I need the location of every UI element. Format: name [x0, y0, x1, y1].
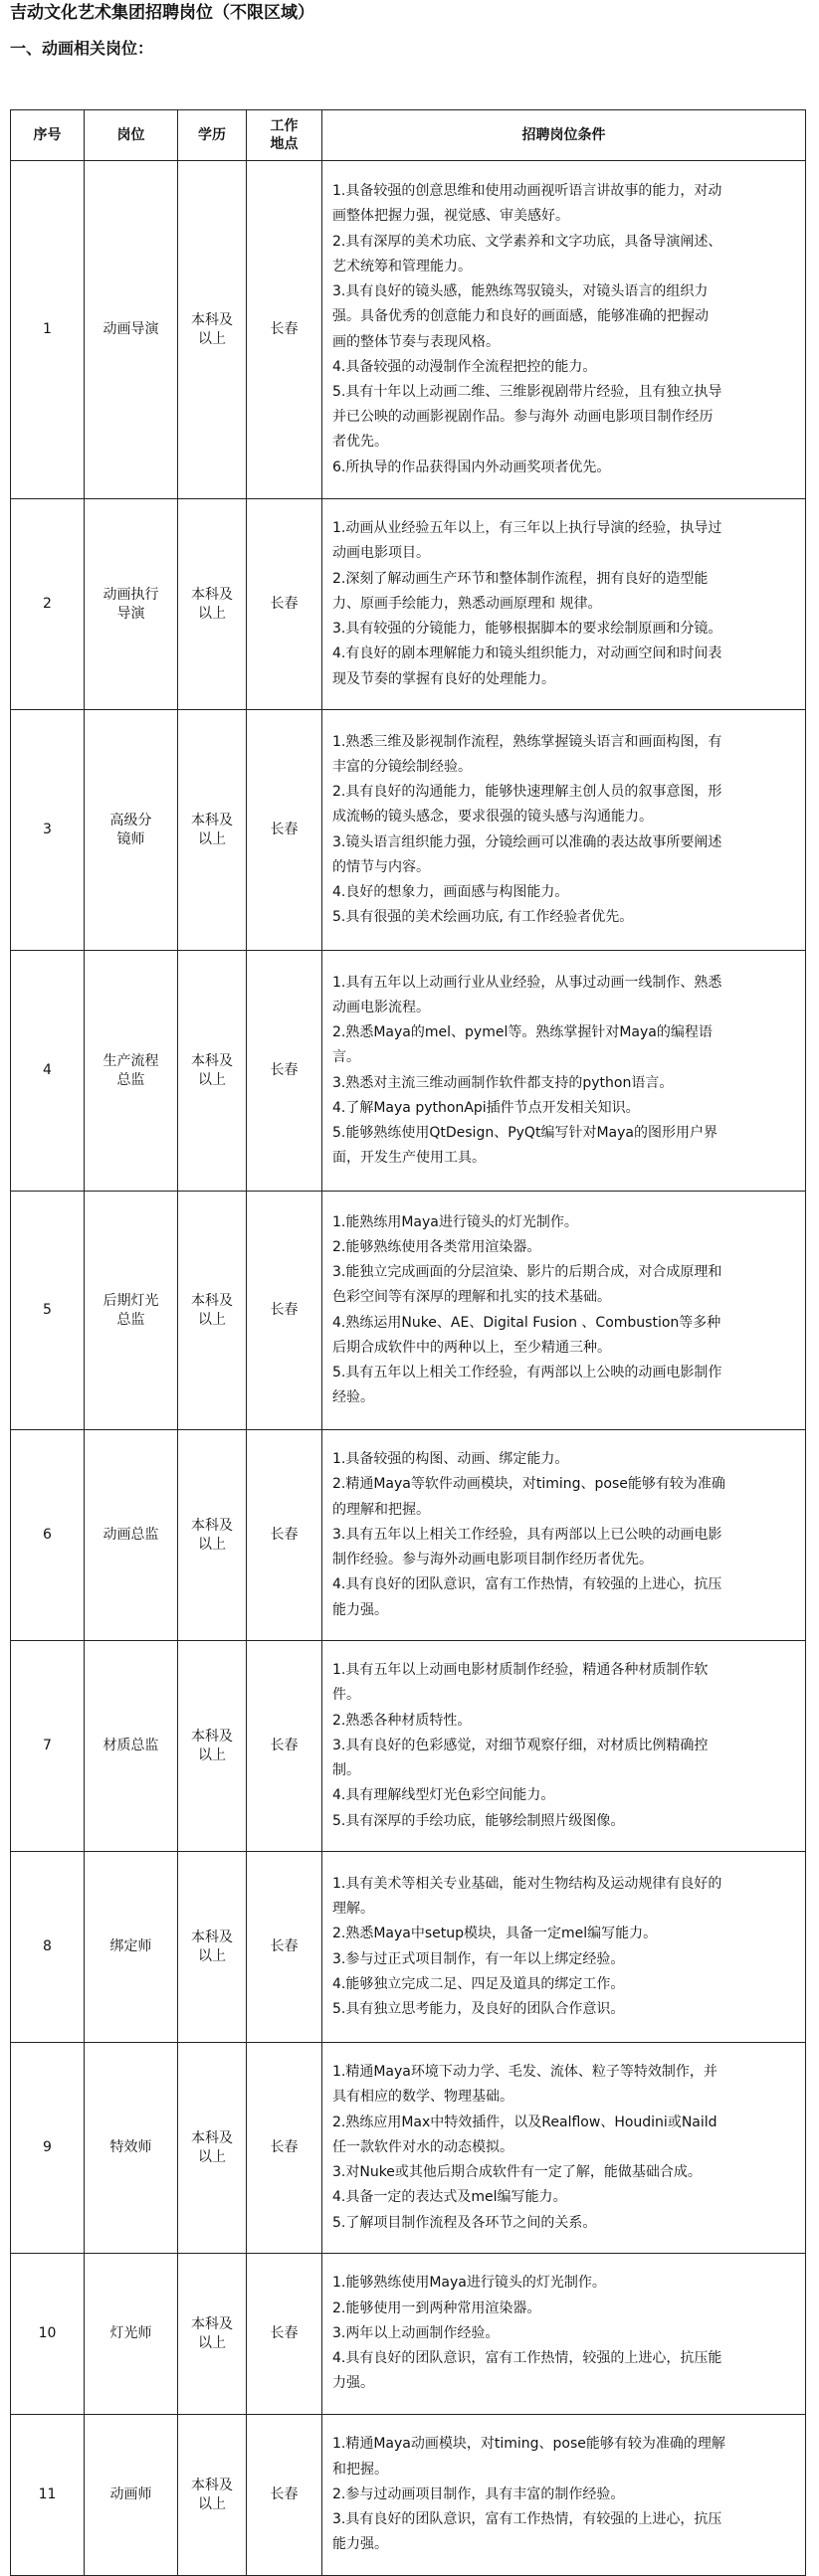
table-row [11, 1430, 806, 1641]
header-requirements: 招聘岗位条件 [322, 110, 806, 161]
requirement-line: 力强。 [332, 2375, 374, 2392]
requirement-line: 力、原画手绘能力，熟悉动画原理和 规律。 [332, 595, 602, 612]
requirement-line: 经验。 [332, 1389, 374, 1406]
requirement-line: 1.熟悉三维及影视制作流程，熟练掌握镜头语言和画面构图，有 [332, 733, 722, 750]
position-line: 动画执行 [102, 586, 159, 603]
table-row [11, 2043, 806, 2254]
cell-requirements [322, 1852, 806, 2043]
requirement-line: 制作经验。参与海外动画电影项目制作经历者优先。 [332, 1552, 653, 1568]
education-line: 以上 [198, 605, 226, 622]
cell-position [85, 2043, 178, 2254]
cell-no: 11 [11, 2415, 85, 2576]
table-row [11, 499, 806, 710]
cell-location: 长春 [247, 161, 322, 499]
cell-location: 长春 [247, 2254, 322, 2415]
cell-requirements [322, 2415, 806, 2576]
requirement-line: 成流畅的镜头感念，要求很强的镜头感与沟通能力。 [332, 809, 653, 826]
cell-education [178, 1430, 247, 1641]
education-line: 以上 [198, 2495, 226, 2512]
requirement-line: 画的整体节奏与表现风格。 [332, 333, 500, 350]
cell-requirements [322, 1192, 806, 1430]
requirement-line: 3.熟悉对主流三维动画制作软件都支持的python语言。 [332, 1074, 674, 1091]
position-line: 后期灯光 [102, 1292, 159, 1309]
cell-education [178, 951, 247, 1192]
table-row [11, 1192, 806, 1430]
cell-location: 长春 [247, 1430, 322, 1641]
requirement-line: 4.具备一定的表达式及mel编写能力。 [332, 2189, 567, 2206]
requirement-line: 3.具有五年以上相关工作经验，具有两部以上已公映的动画电影 [332, 1526, 722, 1543]
requirement-line: 5.能够熟练使用QtDesign、PyQt编写针对Maya的图形用户界 [332, 1124, 717, 1141]
cell-no: 9 [11, 2043, 85, 2254]
requirement-line: 5.具有十年以上动画二维、三维影视剧带片经验，且有独立执导 [332, 383, 722, 400]
requirement-line: 3.具有较强的分镜能力，能够根据脚本的要求绘制原画和分镜。 [332, 621, 722, 638]
requirement-line: 5.具有很强的美术绘画功底, 有工作经验者优先。 [332, 909, 634, 926]
job-table [10, 109, 806, 2576]
cell-requirements [322, 1430, 806, 1641]
requirement-line: 5.具有五年以上相关工作经验，有两部以上公映的动画电影制作 [332, 1364, 722, 1380]
requirement-line: 者优先。 [332, 434, 388, 451]
requirement-line: 3.对Nuke或其他后期合成软件有一定了解，能做基础合成。 [332, 2164, 702, 2181]
requirement-line: 2.具有良好的沟通能力，能够快速理解主创人员的叙事意图，形 [332, 784, 722, 801]
cell-location: 长春 [247, 2415, 322, 2576]
requirement-line: 艺术统筹和管理能力。 [332, 258, 472, 275]
requirement-line: 4.具备较强的动漫制作全流程把控的能力。 [332, 358, 597, 375]
cell-education [178, 499, 247, 710]
requirement-line: 丰富的分镜绘制经验。 [332, 758, 472, 775]
requirement-line: 4.具有良好的团队意识，富有工作热情，较强的上进心，抗压能 [332, 2350, 722, 2367]
requirement-line: 2.熟悉Maya中setup模块，具备一定mel编写能力。 [332, 1926, 658, 1942]
education-line: 以上 [198, 2148, 226, 2165]
requirement-line: 强。具备优秀的创意能力和良好的画面感，能够准确的把握动 [332, 308, 709, 325]
cell-position [85, 161, 178, 499]
cell-requirements [322, 2254, 806, 2415]
cell-education [178, 161, 247, 499]
cell-requirements [322, 161, 806, 499]
cell-position [85, 710, 178, 951]
cell-no: 6 [11, 1430, 85, 1641]
requirement-line: 制。 [332, 1762, 360, 1779]
requirement-line: 3.具有良好的色彩感觉，对细节观察仔细，对材质比例精确控 [332, 1737, 709, 1753]
section-title: 一、动画相关岗位： [10, 39, 154, 58]
requirement-line: 4.具有理解线型灯光色彩空间能力。 [332, 1787, 555, 1804]
position-line: 总监 [116, 1311, 145, 1328]
education-line: 本科及 [191, 311, 233, 328]
requirement-line: 2.能够使用一到两种常用渲染器。 [332, 2300, 541, 2316]
requirement-line: 2.具有深厚的美术功底、文学素养和文字功底，具备导演阐述、 [332, 233, 722, 250]
requirement-line: 1.具有五年以上动画电影材质制作经验，精通各种材质制作软 [332, 1662, 709, 1679]
requirement-line: 1.精通Maya动画模块，对timing、pose能够有较为准确的理解 [332, 2436, 725, 2453]
requirement-line: 3.具有良好的镜头感，能熟练驾驭镜头，对镜头语言的组织力 [332, 283, 709, 300]
cell-no: 2 [11, 499, 85, 710]
education-line: 本科及 [191, 2477, 233, 2493]
cell-requirements [322, 2043, 806, 2254]
education-line: 以上 [198, 1311, 226, 1328]
table-row [11, 710, 806, 951]
requirement-line: 3.具有良好的团队意识，富有工作热情，有较强的上进心，抗压 [332, 2511, 722, 2528]
requirement-line: 1.能够熟练使用Maya进行镜头的灯光制作。 [332, 2275, 606, 2292]
cell-education [178, 2043, 247, 2254]
education-line: 本科及 [191, 1517, 233, 1534]
position-line: 特效师 [109, 2139, 152, 2155]
cell-location: 长春 [247, 1852, 322, 2043]
requirement-line: 动画电影流程。 [332, 999, 430, 1015]
table-row [11, 951, 806, 1192]
position-line: 绑定师 [109, 1938, 152, 1954]
header-location [247, 110, 322, 161]
requirement-line: 色彩空间等有深厚的理解和扎实的技术基础。 [332, 1289, 611, 1306]
requirement-line: 1.具有五年以上动画行业从业经验，从事过动画一线制作、熟悉 [332, 974, 722, 991]
cell-education [178, 1641, 247, 1852]
cell-no: 3 [11, 710, 85, 951]
cell-position [85, 2415, 178, 2576]
education-line: 以上 [198, 1947, 226, 1964]
cell-education [178, 2254, 247, 2415]
cell-requirements [322, 499, 806, 710]
requirement-line: 面，开发生产使用工具。 [332, 1150, 486, 1167]
education-line: 以上 [198, 1747, 226, 1763]
requirement-line: 5.具有深厚的手绘功底，能够绘制照片级图像。 [332, 1812, 625, 1829]
education-line: 以上 [198, 830, 226, 847]
education-line: 本科及 [191, 812, 233, 828]
position-line: 动画总监 [102, 1527, 159, 1543]
requirement-line: 画整体把握力强，视觉感、审美感好。 [332, 208, 569, 225]
header-no: 序号 [11, 110, 85, 161]
cell-position [85, 1430, 178, 1641]
requirement-line: 具有相应的数学、物理基础。 [332, 2089, 513, 2106]
cell-education [178, 1192, 247, 1430]
requirement-line: 理解。 [332, 1901, 374, 1918]
cell-education [178, 1852, 247, 2043]
requirement-line: 并已公映的动画影视剧作品。参与海外 动画电影项目制作经历 [332, 409, 714, 426]
job-rows [11, 161, 806, 2576]
requirement-line: 1.动画从业经验五年以上，有三年以上执行导演的经验，执导过 [332, 520, 722, 537]
table-row [11, 161, 806, 499]
position-line: 动画导演 [102, 321, 159, 337]
requirement-line: 3.能独立完成画面的分层渲染、影片的后期合成，对合成原理和 [332, 1264, 722, 1281]
education-line: 本科及 [191, 2129, 233, 2146]
cell-position [85, 1852, 178, 2043]
cell-position [85, 951, 178, 1192]
cell-location: 长春 [247, 499, 322, 710]
requirement-line: 现及节奏的掌握有良好的处理能力。 [332, 670, 555, 687]
education-line: 本科及 [191, 1292, 233, 1309]
position-line: 镜师 [116, 830, 145, 847]
requirement-line: 5.具有独立思考能力，及良好的团队合作意识。 [332, 2000, 625, 2017]
cell-education [178, 710, 247, 951]
cell-position [85, 2254, 178, 2415]
requirement-line: 6.所执导的作品获得国内外动画奖项者优先。 [332, 459, 611, 475]
requirement-line: 2.熟悉Maya的mel、pymel等。熟练掌握针对Maya的编程语 [332, 1024, 713, 1041]
cell-no: 8 [11, 1852, 85, 2043]
education-line: 本科及 [191, 1929, 233, 1945]
header-education: 学历 [178, 110, 247, 161]
requirement-line: 2.深刻了解动画生产环节和整体制作流程，拥有良好的造型能 [332, 570, 709, 587]
table-row [11, 2254, 806, 2415]
table-row [11, 2415, 806, 2576]
requirement-line: 2.熟悉各种材质特性。 [332, 1712, 472, 1729]
cell-education [178, 2415, 247, 2576]
position-line: 高级分 [109, 812, 152, 828]
requirement-line: 2.熟练应用Max中特效插件，以及Realflow、Houdini或Naild [332, 2114, 717, 2130]
requirement-line: 1.精通Maya环境下动力学、毛发、流体、粒子等特效制作，并 [332, 2064, 717, 2081]
table-header-row [11, 110, 806, 161]
requirement-line: 任一款软件对水的动态模拟。 [332, 2138, 513, 2155]
education-line: 本科及 [191, 2315, 233, 2332]
education-line: 以上 [198, 330, 226, 347]
cell-no: 4 [11, 951, 85, 1192]
cell-requirements [322, 710, 806, 951]
cell-position [85, 1192, 178, 1430]
requirement-line: 4.能够独立完成二足、四足及道具的绑定工作。 [332, 1975, 625, 1992]
position-line: 导演 [116, 605, 145, 622]
header-location-line2: 地点 [270, 136, 299, 152]
requirement-line: 的理解和把握。 [332, 1501, 430, 1518]
cell-requirements [322, 1641, 806, 1852]
cell-requirements [322, 951, 806, 1192]
requirement-line: 后期合成软件中的两种以上，至少精通三种。 [332, 1339, 611, 1356]
requirement-line: 动画电影项目。 [332, 545, 430, 562]
requirement-line: 2.能够熟练使用各类常用渲染器。 [332, 1238, 541, 1255]
education-line: 本科及 [191, 1052, 233, 1069]
education-line: 本科及 [191, 586, 233, 603]
education-line: 以上 [198, 1071, 226, 1088]
requirement-line: 2.精通Maya等软件动画模块，对timing、pose能够有较为准确 [332, 1476, 725, 1493]
requirement-line: 1.具有美术等相关专业基础，能对生物结构及运动规律有良好的 [332, 1875, 722, 1892]
requirement-line: 言。 [332, 1049, 360, 1066]
requirement-line: 4.具有良好的团队意识，富有工作热情，有较强的上进心，抗压 [332, 1576, 722, 1593]
requirement-line: 4.良好的想象力，画面感与构图能力。 [332, 883, 569, 900]
requirement-line: 5.了解项目制作流程及各环节之间的关系。 [332, 2214, 597, 2231]
cell-location: 长春 [247, 2043, 322, 2254]
requirement-line: 1.具备较强的创意思维和使用动画视听语言讲故事的能力，对动 [332, 183, 722, 200]
cell-location: 长春 [247, 1641, 322, 1852]
cell-no: 10 [11, 2254, 85, 2415]
requirement-line: 件。 [332, 1687, 360, 1704]
cell-position [85, 1641, 178, 1852]
cell-location: 长春 [247, 1192, 322, 1430]
cell-location: 长春 [247, 710, 322, 951]
education-line: 以上 [198, 2334, 226, 2351]
document-title: 吉动文化艺术集团招聘岗位（不限区域） [10, 3, 314, 23]
cell-position [85, 499, 178, 710]
cell-no: 1 [11, 161, 85, 499]
cell-location: 长春 [247, 951, 322, 1192]
position-line: 生产流程 [102, 1052, 159, 1069]
education-line: 本科及 [191, 1728, 233, 1745]
position-line: 材质总监 [102, 1738, 159, 1753]
requirement-line: 3.两年以上动画制作经验。 [332, 2324, 500, 2341]
table-row [11, 1641, 806, 1852]
requirement-line: 的情节与内容。 [332, 858, 430, 875]
requirement-line: 1.具备较强的构图、动画、绑定能力。 [332, 1451, 569, 1468]
requirement-line: 能力强。 [332, 2536, 388, 2553]
cell-no: 7 [11, 1641, 85, 1852]
requirement-line: 和把握。 [332, 2461, 388, 2478]
requirement-line: 3.参与过正式项目制作，有一年以上绑定经验。 [332, 1950, 625, 1967]
header-location-line1: 工作 [270, 118, 299, 134]
requirement-line: 4.了解Maya pythonApi插件节点开发相关知识。 [332, 1099, 640, 1116]
position-line: 动画师 [109, 2486, 152, 2502]
requirement-line: 1.能熟练用Maya进行镜头的灯光制作。 [332, 1213, 578, 1230]
position-line: 总监 [116, 1071, 145, 1088]
header-position: 岗位 [85, 110, 178, 161]
requirement-line: 4.熟练运用Nuke、AE、Digital Fusion 、Combustion等多种 [332, 1314, 721, 1331]
table-row [11, 1852, 806, 2043]
requirement-line: 能力强。 [332, 1601, 388, 1618]
requirement-line: 4.有良好的剧本理解能力和镜头组织能力，对动画空间和时间表 [332, 645, 722, 662]
position-line: 灯光师 [109, 2325, 152, 2341]
cell-no: 5 [11, 1192, 85, 1430]
requirement-line: 3.镜头语言组织能力强，分镜绘画可以准确的表达故事所要阐述 [332, 833, 722, 850]
education-line: 以上 [198, 1536, 226, 1553]
requirement-line: 2.参与过动画项目制作，具有丰富的制作经验。 [332, 2485, 625, 2502]
